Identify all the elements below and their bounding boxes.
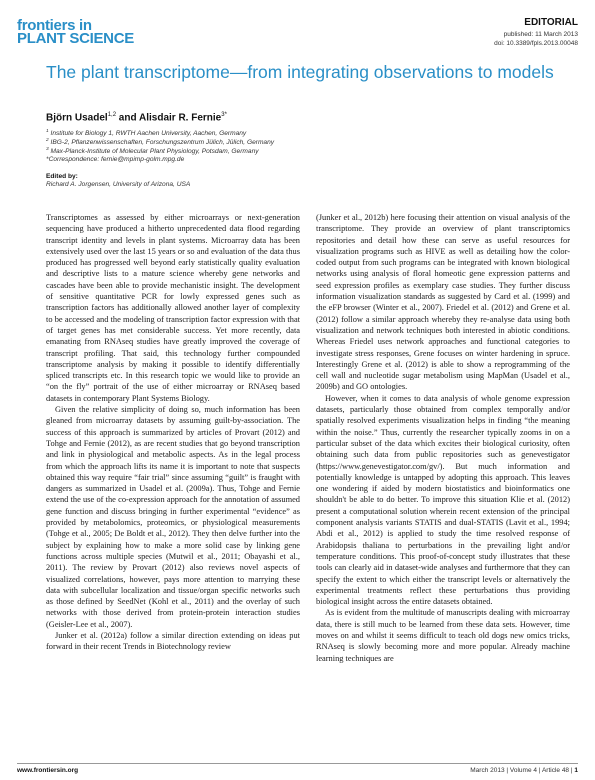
journal-logo-line2: PLANT SCIENCE <box>17 30 134 47</box>
author-name[interactable]: Alisdair R. Fernie <box>139 112 222 124</box>
edited-by-value: Richard A. Jorgensen, University of Arizona, USA <box>46 181 191 188</box>
affiliation <box>46 147 259 155</box>
body-column-right <box>316 212 570 664</box>
published-date: published: 11 March 2013 <box>503 31 578 38</box>
affiliation-number: 3 <box>46 147 49 152</box>
correspondence-text[interactable]: *Correspondence: fernie@mpimp-golm.mpg.de <box>46 156 185 163</box>
body-paragraph: Transcriptomes as assessed by either microarrays or next-generation sequencing have produced a hitherto unprecedented data flood regarding transcript identity and levels in plant systems. Microarray data has been extensively used over the last 15 years or so and evaluation of the data thus produced has progressed well beyond early statistically quality evaluation and descriptive lists to a mature science whereby gene networks and cascades have been able to provide mechanistic insight. The development of sensitive quantitative PCR for lowly expressed genes such as transcription factors has additionally allowed another layer of complexity to be accessed and the modeling of transcription factor expression with that of target genes has met considerable success. Yet more recently, data emanating from RNAseq studies have greatly improved the coverage of transcript profiling. That said, this technology further compounded transcriptome analysis by making it possible to identify differentially spliced transcripts etc. In this research topic we would like to provide an “on the fly” portrait of the use of either microarray or RNAseq based datasets in contemporary Plant Systems Biology. <box>46 213 300 403</box>
affiliation <box>46 138 274 146</box>
footer-meta <box>470 767 578 774</box>
body-paragraph: However, when it comes to data analysis of whole genome expression datasets, particularly those obtained from complex temporally and/or spatially resolved experiments visualization helps in finding “the meaning within the noise.” Thus, currently the researcher typically zooms in on a particular subset of the data which excites their biological curiosity, often obtaining such data from public repositories such as genevestigator (https://www.genevestigator.com/gv/). But much information and potentially knowledge is untapped by adopting this approach. This leaves one wondering if aided by modern biostatistics and bioinformatics one shouldn't be able to do better. To improve this situation Klie et al. (2012) present a computational solution wherein recent extension of the principal component analysis variants STATIS and dual-STATIS (Lavit et al., 1994; Abdi et al., 2012) is applied to study the time resolved response of Arabidopsis thaliana to perturbations in the prevailing light and/or temperature conditions. This proof-of-concept study illustrates that these tools can clearly aid in dataset-wide analyses and furthermore that they can specify the extent to which either the transcript levels or alternatively the experimental treatments reflect these perturbations thus providing biological insight across the entire datasets obtained. <box>316 393 570 607</box>
journal-logo-line1: frontiers in <box>17 17 92 34</box>
footer-separator: | <box>537 767 542 774</box>
article-type: EDITORIAL <box>524 17 578 28</box>
author-name[interactable]: Björn Usadel <box>46 112 108 124</box>
footer-url[interactable]: www.frontiersin.org <box>17 767 79 774</box>
corresponding-mark: * <box>224 112 227 118</box>
body-paragraph: As is evident from the multitude of manuscripts dealing with microarray data, there is still much to be learned from these data sets. However, time moves on and whilst it seems difficult to teach old dogs new omics tricks, RNAseq is slowly becoming more and more popular. Already machine learning techniques are <box>316 608 570 663</box>
body-column-left <box>46 212 300 653</box>
affiliation-text: Max-Planck-Institute of Molecular Plant Physiology, Potsdam, Germany <box>50 148 259 156</box>
correspondence <box>46 156 184 163</box>
affiliation-number: 2 <box>46 138 49 143</box>
body-paragraph: Junker et al. (2012a) follow a similar direction extending on ideas put forward in their recent Trends in Biotechnology review <box>46 630 300 652</box>
affiliation-number: 1 <box>46 129 49 134</box>
author-joiner: and <box>116 112 139 124</box>
footer-separator: | <box>504 767 510 774</box>
footer-date: March 2013 <box>470 767 505 774</box>
author-affiliation-mark: 1,2 <box>107 112 117 118</box>
footer-separator: | <box>569 767 575 774</box>
affiliation-text: Institute for Biology 1, RWTH Aachen University, Aachen, Germany <box>50 130 247 138</box>
footer-article: Article 48 <box>541 767 570 774</box>
edited-by-label: Edited by: <box>46 173 78 180</box>
doi[interactable]: doi: 10.3389/fpls.2013.00048 <box>494 40 578 47</box>
affiliation-text: IBG-2, Pflanzenwissenschaften, Forschungszentrum Jülich, Jülich, Germany <box>50 139 275 147</box>
body-paragraph: (Junker et al., 2012b) here focusing their attention on visual analysis of the transcriptome. They provide an overview of plant transcriptomics repositories and detail how these can serve as useful resources for visualization programs such as HIVE as well as detailing how the color-coded output from such programs can be integrated with known biological networks using analysis of floral homeotic gene expression patterns and seed expression profiles as exemplary case studies. They further discuss information visualization standards as suggested by Card et al. (1999) and the eFP browser (Winter et al., 2007). Friedel et al. (2012) and Grene et al. (2012) follow a similar approach whereby they re-analyse data using both visualization and network techniques both interested in abiotic conditions. Whereas Friedel uses network approaches and functional categories to investigate stress responses, Grene focuses on winter hardening in spruce. Interestingly Grene et al. (2012) is able to show a reprogramming of the cell wall and nucleotide sugar metabolism using MapMan (Usadel et al., 2009b) and GO ontologies. <box>316 213 570 392</box>
footer-page: 1 <box>574 767 578 774</box>
body-paragraph: Given the relative simplicity of doing so, much information has been gleaned from microarray datasets by assuming guilt-by-association. The success of this approach is summarized by articles of Provart (2012) and Tohge and Fernie (2012), as are recent studies that go beyond transcription and link in physiological and metabolic aspects. As in the legal process from which the approach lifts its name it is important to note that suspects obtained this way require “fair trial” since assuming “guilt” is fraught with dangers as summarized in Usadel et al. (2009a). Thus, Tohge and Fernie extend the use of the co-expression approach for the annotation of assumed gene function and discuss bringing in further experimental “evidence” as provided by metabolomics, proteomics, or physiological measurements (Tohge et al., 2005; De Boldt et al., 2012). They then delve further into the subject by explaining how to make a more solid case by linking gene functions across multiple species (Mutwil et al., 2011; Obayashi et al., 2011). The review by Provart (2012) also reviews novel aspects of visualized correlations, however, pays more attention to marrying these data with subcellular localization and tissue/organ specific networks such as those defined by SeedNet (Kohl et al., 2011) and the overlay of such networks with those derived from protein-protein interaction studies (Geisler-Lee et al., 2007). <box>46 405 300 629</box>
footer-volume: Volume 4 <box>509 767 537 774</box>
author-list <box>46 112 227 123</box>
article-title: The plant transcriptome—from integrating observations to models <box>46 62 554 82</box>
affiliation <box>46 129 246 137</box>
footer-divider <box>17 763 578 764</box>
author-affiliation-mark: 3 <box>221 112 225 118</box>
